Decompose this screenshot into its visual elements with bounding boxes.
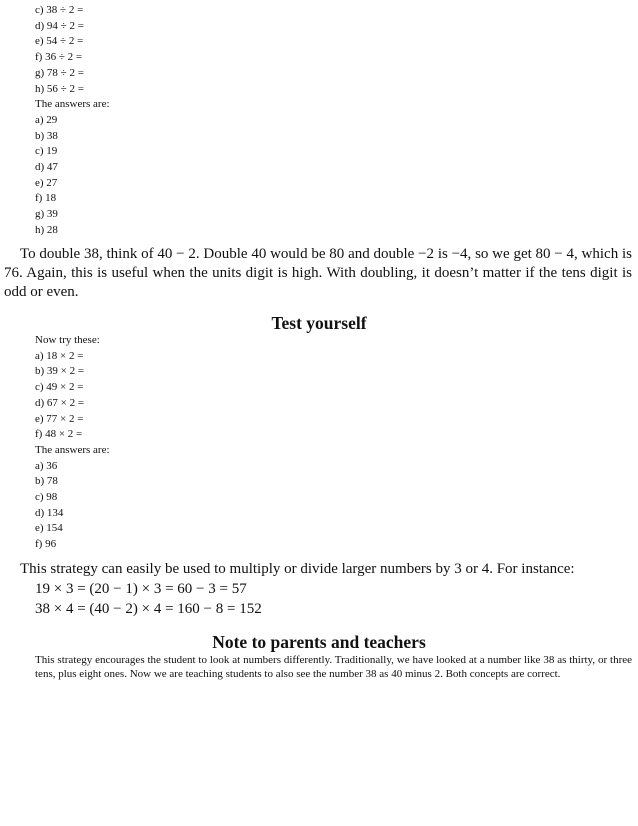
list-item: f) 96 [35, 538, 57, 551]
list-item: Now try these: [35, 334, 100, 346]
list-item: h) 28 [35, 223, 58, 236]
exercise-answer-list-doubling [35, 333, 110, 553]
list-item: g) 39 [35, 208, 58, 221]
list-item: d) 94 ÷ 2 = [35, 19, 84, 32]
test-yourself-heading: Test yourself [271, 313, 367, 333]
note-paragraph: This strategy encourages the student to look at numbers differently. Traditionally, we have looked at a number like 38 as thirty, or three tens, plus eight ones. Now we are teaching students to also see the number 38 as 40 minus 2. Both concepts are correct. [35, 654, 632, 680]
list-item: e) 77 × 2 = [35, 412, 84, 425]
doubling-explanation-paragraph: To double 38, think of 40 − 2. Double 40 would be 80 and double −2 is −4, so we get 80 − 4, which is 76. Again, this is useful when the units digit is high. With doubling, it doesn’t matter if the tens digit is odd or even. [4, 246, 632, 300]
list-item: e) 27 [35, 176, 58, 189]
list-item: a) 18 × 2 = [35, 349, 84, 362]
equation-example: 38 × 4 = (40 − 2) × 4 = 160 − 8 = 152 [35, 601, 262, 617]
list-item: c) 98 [35, 491, 58, 504]
list-item: b) 78 [35, 475, 58, 488]
equation-example: 19 × 3 = (20 − 1) × 3 = 60 − 3 = 57 [35, 581, 247, 597]
list-item: f) 48 × 2 = [35, 428, 83, 441]
list-item: c) 49 × 2 = [35, 381, 84, 394]
list-item: c) 38 ÷ 2 = [35, 4, 84, 16]
list-item: h) 56 ÷ 2 = [35, 82, 84, 95]
list-item: b) 38 [35, 129, 58, 142]
list-item: The answers are: [35, 443, 110, 456]
list-item: c) 19 [35, 145, 58, 158]
list-item: e) 154 [35, 522, 63, 535]
strategy-paragraph: This strategy can easily be used to multiply or divide larger numbers by 3 or 4. For instance: [20, 561, 575, 577]
list-item: The answers are: [35, 98, 110, 111]
list-item: e) 54 ÷ 2 = [35, 35, 84, 48]
list-item: a) 29 [35, 113, 58, 126]
note-heading: Note to parents and teachers [212, 632, 426, 652]
list-item: g) 78 ÷ 2 = [35, 66, 84, 79]
list-item: f) 36 ÷ 2 = [35, 51, 83, 64]
list-item: a) 36 [35, 459, 58, 472]
list-item: d) 67 × 2 = [35, 396, 85, 409]
list-item: b) 39 × 2 = [35, 365, 85, 378]
list-item: f) 18 [35, 192, 57, 205]
list-item: d) 134 [35, 506, 64, 519]
exercise-answer-list-halving [35, 3, 110, 239]
list-item: d) 47 [35, 161, 58, 174]
